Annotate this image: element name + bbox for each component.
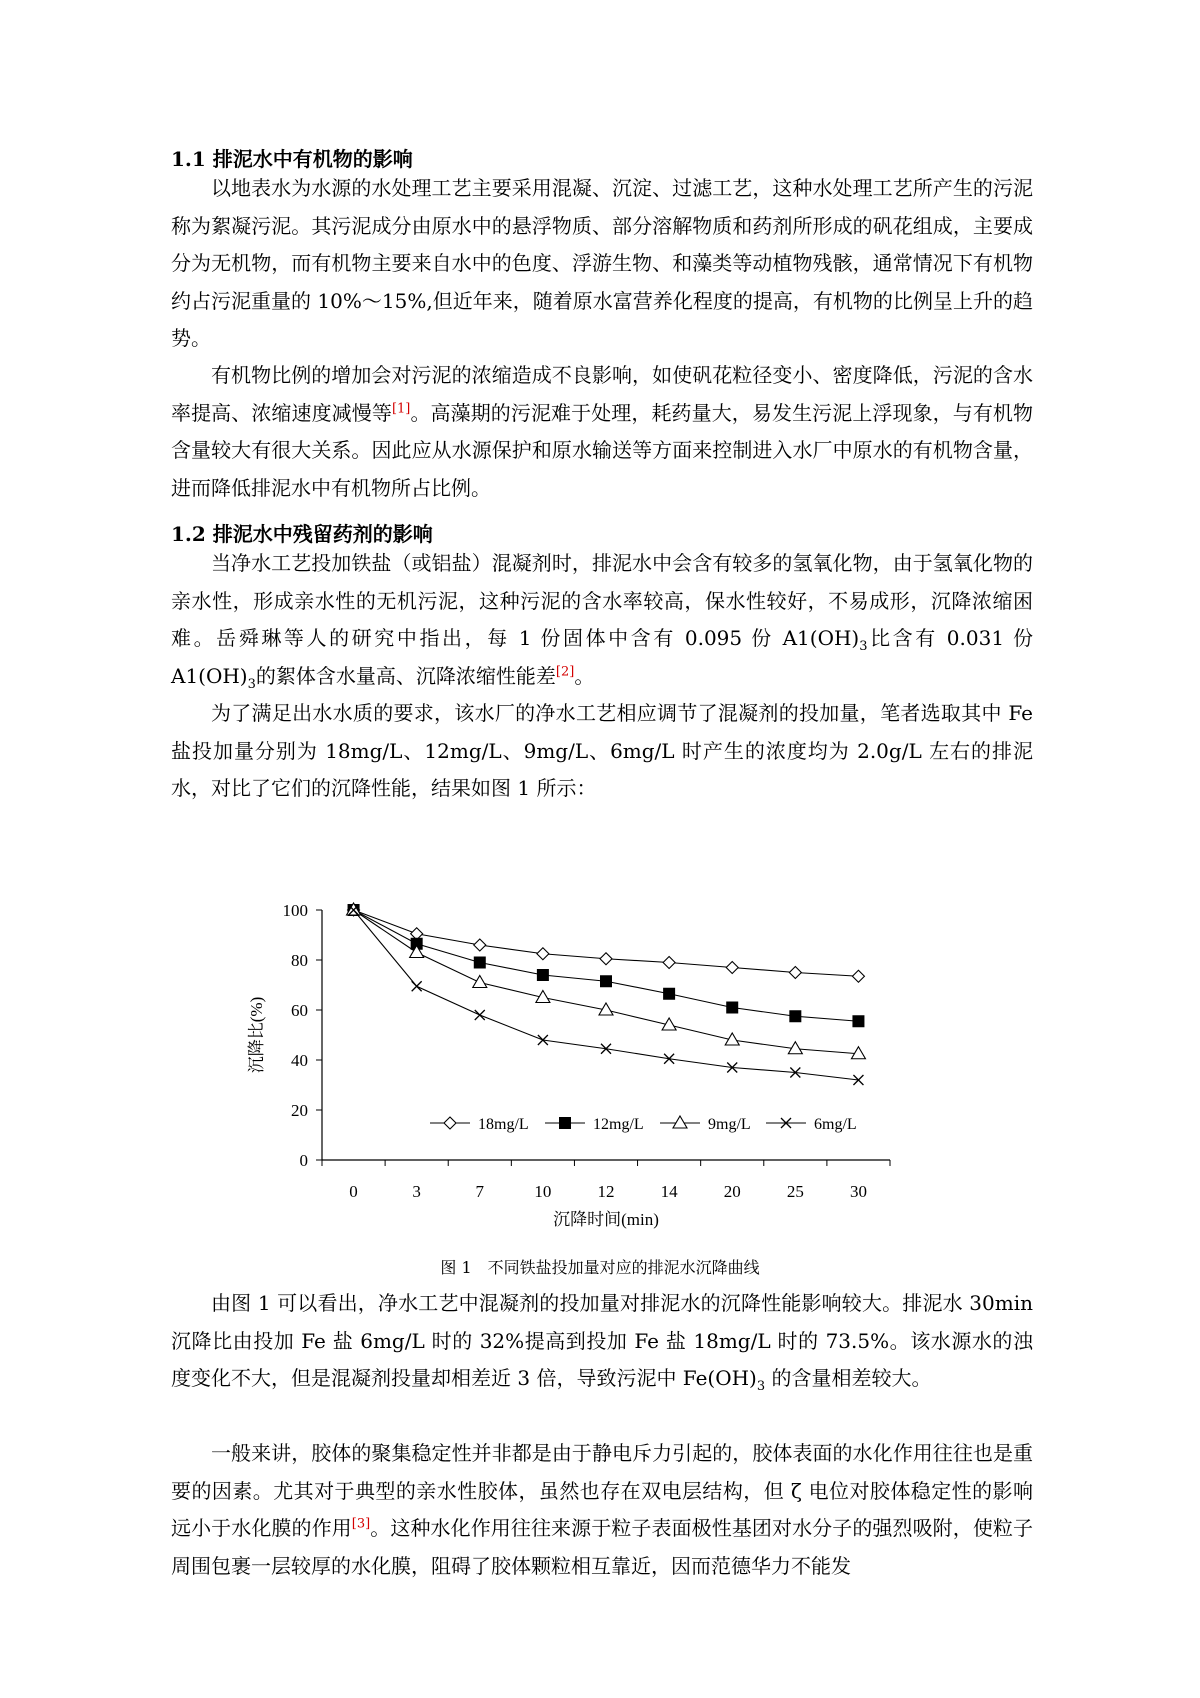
legend-marker [444,1117,456,1129]
x-tick-label: 25 [786,1182,804,1201]
data-point [473,976,487,988]
section-heading-1-2: 1.2 排泥水中残留药剂的影响 [171,522,433,546]
data-point [537,948,549,960]
citation-ref: [2] [555,663,575,679]
text-run: 当净水工艺投加铁盐（或铝盐）混凝剂时，排泥水中会含有较多的氢氧化物，由于氢氧化物的亲水性，形成亲水性的无机污泥，这种污泥的含水率较高，保水性较好，不易成形，沉降浓缩困难。岳舜琳等人的研究中指出，每 1 份固体中含有 0.095 份 A1(OH) [171,551,1033,650]
paragraph [171,695,1033,808]
paragraph [171,357,1033,507]
citation-ref: [3] [351,1516,371,1532]
legend-label: 9mg/L [708,1116,751,1133]
legend-label: 6mg/L [814,1116,857,1133]
data-point [475,1010,485,1020]
paragraph [171,1285,1033,1398]
data-point [601,976,612,987]
data-point [412,981,422,991]
x-tick-label: 14 [660,1182,678,1201]
subscript: 3 [756,1379,766,1394]
data-point [853,1016,864,1027]
data-point [790,1011,801,1022]
data-point [726,962,738,974]
paragraph [171,1435,1033,1585]
y-tick-label: 80 [291,951,308,970]
x-tick-label: 12 [597,1182,615,1201]
data-point [474,939,486,951]
legend-marker [673,1116,687,1128]
data-point [663,957,675,969]
x-tick-label: 30 [849,1182,867,1201]
x-tick-label: 10 [534,1182,552,1201]
section-heading-1-1: 1.1 排泥水中有机物的影响 [171,147,413,171]
y-tick-label: 60 [291,1001,308,1020]
x-axis-label: 沉降时间(min) [553,1210,659,1229]
text-run: 一般来讲，胶体的聚集稳定性并非都是由于静电斥力引起的，胶体表面的水化作用往往也是重要的因素。尤其对于典型的亲水性胶体，虽然也存在双电层结构，但 ζ 电位对胶体稳定性的影响远小于水化膜的作用 [171,1441,1033,1540]
text-run: 的絮体含水量高、沉降浓缩性能差 [255,663,556,688]
y-axis-label: 沉降比(%) [247,996,266,1074]
y-tick-label: 40 [291,1051,308,1070]
paragraph [171,545,1033,695]
paragraph [171,170,1033,358]
data-point [664,988,675,999]
text-run: 以地表水为水源的水处理工艺主要采用混凝、沉淀、过滤工艺，这种水处理工艺所产生的污泥称为絮凝污泥。其污泥成分由原水中的悬浮物质、部分溶解物质和药剂所形成的矾花组成，主要成分为无机物，而有机物主要来自水中的色度、浮游生物、和藻类等动植物残骸，通常情况下有机物约占污泥重量的 10%～15%,但近年来，随着原水富营养化程度的提高，有机物的比例呈上升的趋势。 [171,176,1033,350]
citation-ref: [1] [391,400,411,416]
x-tick-label: 0 [349,1182,358,1201]
data-point [789,967,801,979]
series-line-0 [354,910,859,976]
text-run: 。高藻期的污泥难于处理，耗药量大，易发生污泥上浮现象，与有机物含量较大有很大关系。因此应从水源保护和原水输送等方面来控制进入水厂中原水的有机物含量，进而降低排泥水中有机物所占比例。 [171,400,1033,500]
text-run: 为了满足出水水质的要求，该水厂的净水工艺相应调节了混凝剂的投加量，笔者选取其中 Fe 盐投加量分别为 18mg/L、12mg/L、9mg/L、6mg/L 时产生的浓度均为 2.0g/L 左右的排泥水，对比了它们的沉降性能，结果如图 1 所示： [171,701,1033,800]
data-point [727,1002,738,1013]
data-point [851,1047,865,1059]
text-run: 的含量相差较大。 [765,1366,932,1390]
text-run: 有机物比例的增加会对污泥的浓缩造成不良影响，如使矾花粒径变小、密度降低，污泥的含水率提高、浓缩速度减慢等 [171,363,1033,425]
legend-label: 18mg/L [478,1116,529,1133]
data-point [852,970,864,982]
subscript: 3 [247,676,256,692]
y-tick-label: 100 [282,901,308,920]
settling-curve-chart [230,890,990,1240]
x-tick-label: 20 [723,1182,741,1201]
x-tick-label: 7 [475,1182,485,1201]
x-tick-label: 3 [412,1182,421,1201]
legend-label: 12mg/L [593,1116,644,1133]
y-tick-label: 20 [291,1101,308,1120]
data-point [537,970,548,981]
y-tick-label: 0 [299,1151,308,1170]
text-run: 。这种水化作用往往来源于粒子表面极性基团对水分子的强烈吸附，使粒子周围包裹一层较厚的水化膜，阻碍了胶体颗粒相互靠近，因而范德华力不能发 [171,1516,1034,1578]
text-run: 比含有 0.031 份 A1(OH) [171,626,1033,688]
figure-caption: 图 1 不同铁盐投加量对应的排泥水沉降曲线 [440,1258,760,1277]
data-point [474,957,485,968]
subscript: 3 [859,639,868,654]
data-point [600,953,612,965]
text-run: 。 [574,663,595,688]
text-run: 由图 1 可以看出，净水工艺中混凝剂的投加量对排泥水的沉降性能影响较大。排泥水 30min 沉降比由投加 Fe 盐 6mg/L 时的 32%提高到投加 Fe 盐 18mg/L 时的 73.5%。该水源水的浊度变化不大，但是混凝剂投量却相差近 3 倍，导致污泥中 Fe(OH) [171,1291,1033,1390]
legend-marker [560,1118,571,1129]
